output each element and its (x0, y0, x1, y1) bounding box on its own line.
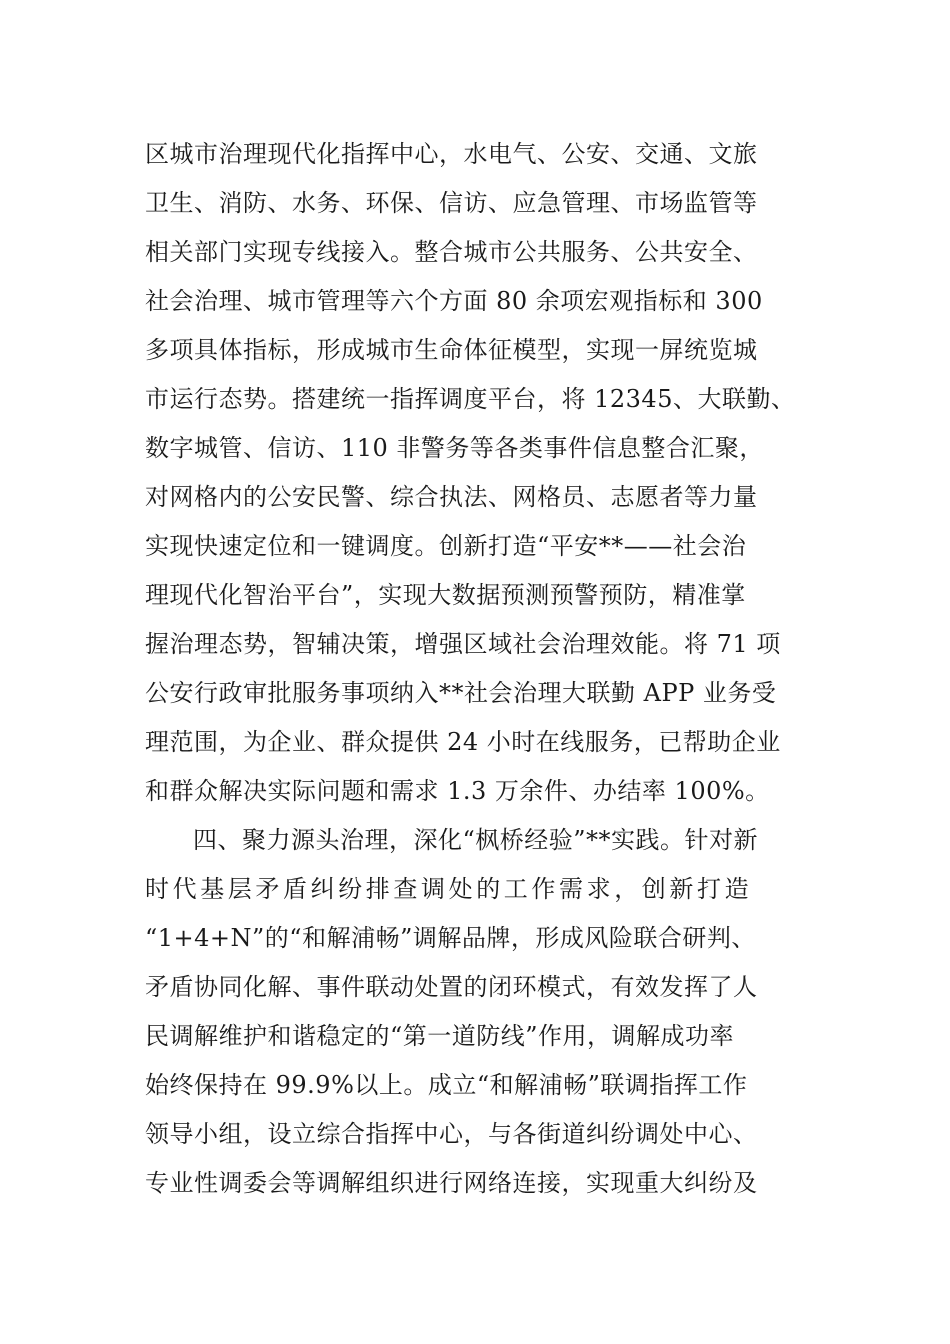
text-line: 对网格内的公安民警、综合执法、网格员、志愿者等力量 (145, 483, 758, 511)
text-line: 相关部门实现专线接入。整合城市公共服务、公共安全、 (145, 238, 758, 266)
document-body (145, 130, 825, 1208)
text-line: 专业性调委会等调解组织进行网络连接，实现重大纠纷及 (145, 1169, 758, 1197)
text-line: 时代基层矛盾纠纷排查调处的工作需求，创新打造 (145, 875, 753, 903)
text-line: 和群众解决实际问题和需求 1.3 万余件、办结率 100%。 (145, 777, 770, 805)
text-line: 领导小组，设立综合指挥中心，与各街道纠纷调处中心、 (145, 1120, 758, 1148)
text-line: “1+4+N”的“和解浦畅”调解品牌，形成风险联合研判、 (145, 924, 756, 952)
text-line: 始终保持在 99.9%以上。成立“和解浦畅”联调指挥工作 (145, 1071, 748, 1099)
paragraph-heading-line: 四、聚力源头治理，深化“枫桥经验”**实践。针对新 (193, 826, 759, 854)
text-line: 矛盾协同化解、事件联动处置的闭环模式，有效发挥了人 (145, 973, 758, 1001)
paragraph-4 (145, 816, 825, 1208)
text-line: 公安行政审批服务事项纳入**社会治理大联勤 APP 业务受 (145, 679, 777, 707)
text-line: 数字城管、信访、110 非警务等各类事件信息整合汇聚， (145, 434, 764, 462)
text-line: 握治理态势，智辅决策，增强区域社会治理效能。将 71 项 (145, 630, 781, 658)
text-line: 区城市治理现代化指挥中心，水电气、公安、交通、文旅 (145, 140, 758, 168)
text-line: 多项具体指标，形成城市生命体征模型，实现一屏统览城 (145, 336, 758, 364)
text-line: 理范围，为企业、群众提供 24 小时在线服务，已帮助企业 (145, 728, 781, 756)
text-line: 理现代化智治平台”，实现大数据预测预警预防，精准掌 (145, 581, 746, 609)
text-line: 民调解维护和谐稳定的“第一道防线”作用，调解成功率 (145, 1022, 735, 1050)
text-line: 卫生、消防、水务、环保、信访、应急管理、市场监管等 (145, 189, 758, 217)
paragraph-3-continued (145, 130, 825, 816)
text-line: 实现快速定位和一键调度。创新打造“平安**——社会治 (145, 532, 747, 560)
text-line: 社会治理、城市管理等六个方面 80 余项宏观指标和 300 (145, 287, 763, 315)
text-line: 市运行态势。搭建统一指挥调度平台，将 12345、大联勤、 (145, 385, 796, 413)
